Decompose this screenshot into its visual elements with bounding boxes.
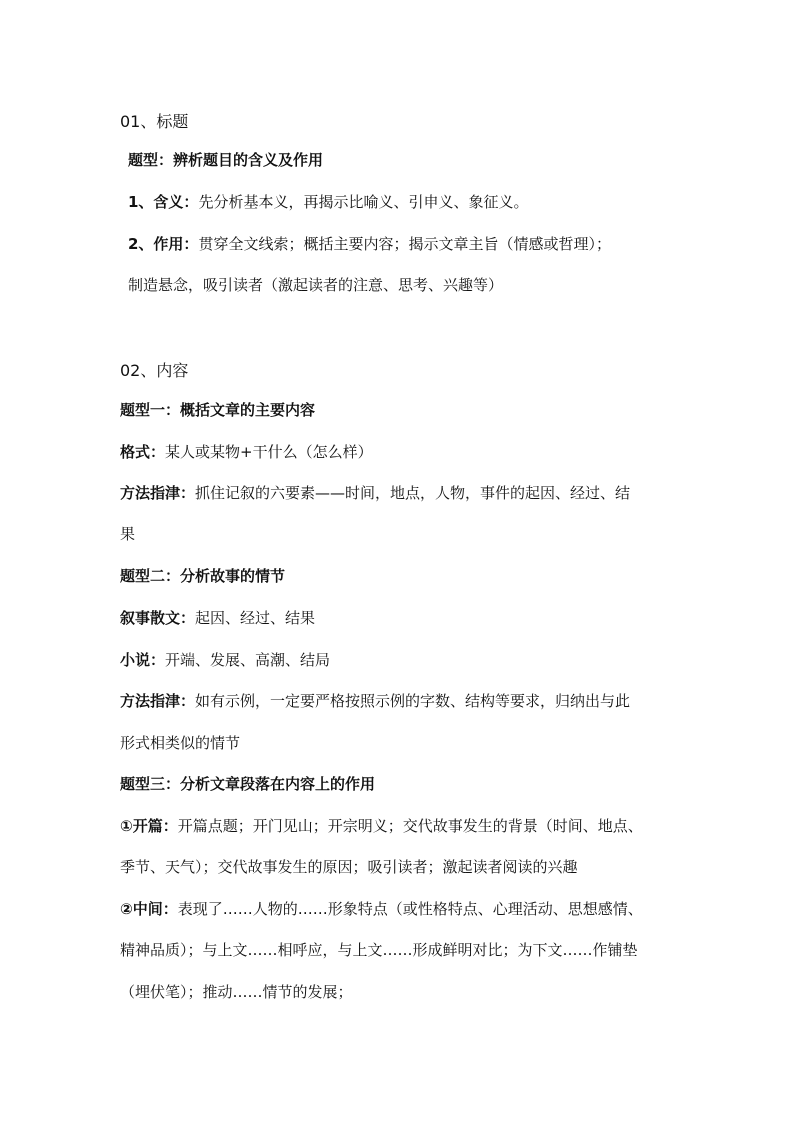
function-item-continued: 制造悬念，吸引读者（激起读者的注意、思考、兴趣等） [128,276,504,294]
question-type-text: 题型：辨析题目的含义及作用 [128,151,324,169]
format-line [120,442,720,462]
novel-text: 开端、发展、高潮、结局 [165,651,331,669]
novel-line [120,650,720,670]
question-type-3-text: 题型三：分析文章段落在内容上的作用 [120,775,376,793]
method-guide-1-label: 方法指津： [120,484,196,502]
section-heading-content: 02、内容 [120,361,189,380]
narrative-prose-text: 起因、经过、结果 [195,609,316,627]
method-guide-1 [120,483,720,503]
opening-line-continued: 季节、天气）；交代故事发生的原因；吸引读者；激起读者阅读的兴趣 [120,858,578,876]
opening-text: 开篇点题；开门见山；开宗明义；交代故事发生的背景（时间、地点、 [177,817,643,835]
meaning-text: 先分析基本义，再揭示比喻义、引申义、象征义。 [198,193,529,211]
function-item [128,234,728,254]
opening-line [120,816,720,836]
meaning-label: 1、含义： [128,193,199,211]
middle-line-continued-2: （埋伏笔）；推动……情节的发展； [120,983,353,1001]
question-type-2-text: 题型二：分析故事的情节 [120,567,286,585]
question-type-3 [120,774,720,794]
narrative-prose-label: 叙事散文： [120,609,196,627]
middle-label: ②中间： [120,900,178,918]
question-type-1 [120,400,720,420]
format-label: 格式： [120,443,166,461]
method-guide-2 [120,691,720,711]
method-guide-1-continued: 果 [120,525,136,543]
function-label: 2、作用： [128,235,199,253]
method-guide-2-continued: 形式相类似的情节 [120,734,241,752]
opening-label: ①开篇： [120,817,178,835]
question-type-line [128,150,728,170]
question-type-1-text: 题型一：概括文章的主要内容 [120,401,316,419]
method-guide-1-text: 抓住记叙的六要素——时间，地点，人物，事件的起因、经过、结 [195,484,631,502]
narrative-prose-line [120,608,720,628]
method-guide-2-label: 方法指津： [120,692,196,710]
middle-text: 表现了……人物的……形象特点（或性格特点、心理活动、思想感情、 [177,900,643,918]
section-heading-title: 01、标题 [120,112,189,131]
question-type-2 [120,566,720,586]
meaning-item [128,192,728,212]
novel-label: 小说： [120,651,166,669]
middle-line-continued-1: 精神品质）；与上文……相呼应，与上文……形成鲜明对比；为下文……作铺垫 [120,941,638,959]
function-text: 贯穿全文线索；概括主要内容；揭示文章主旨（情感或哲理）； [198,235,611,253]
method-guide-2-text: 如有示例，一定要严格按照示例的字数、结构等要求，归纳出与此 [195,692,631,710]
format-text: 某人或某物+干什么（怎么样） [165,443,373,461]
middle-line [120,899,720,919]
